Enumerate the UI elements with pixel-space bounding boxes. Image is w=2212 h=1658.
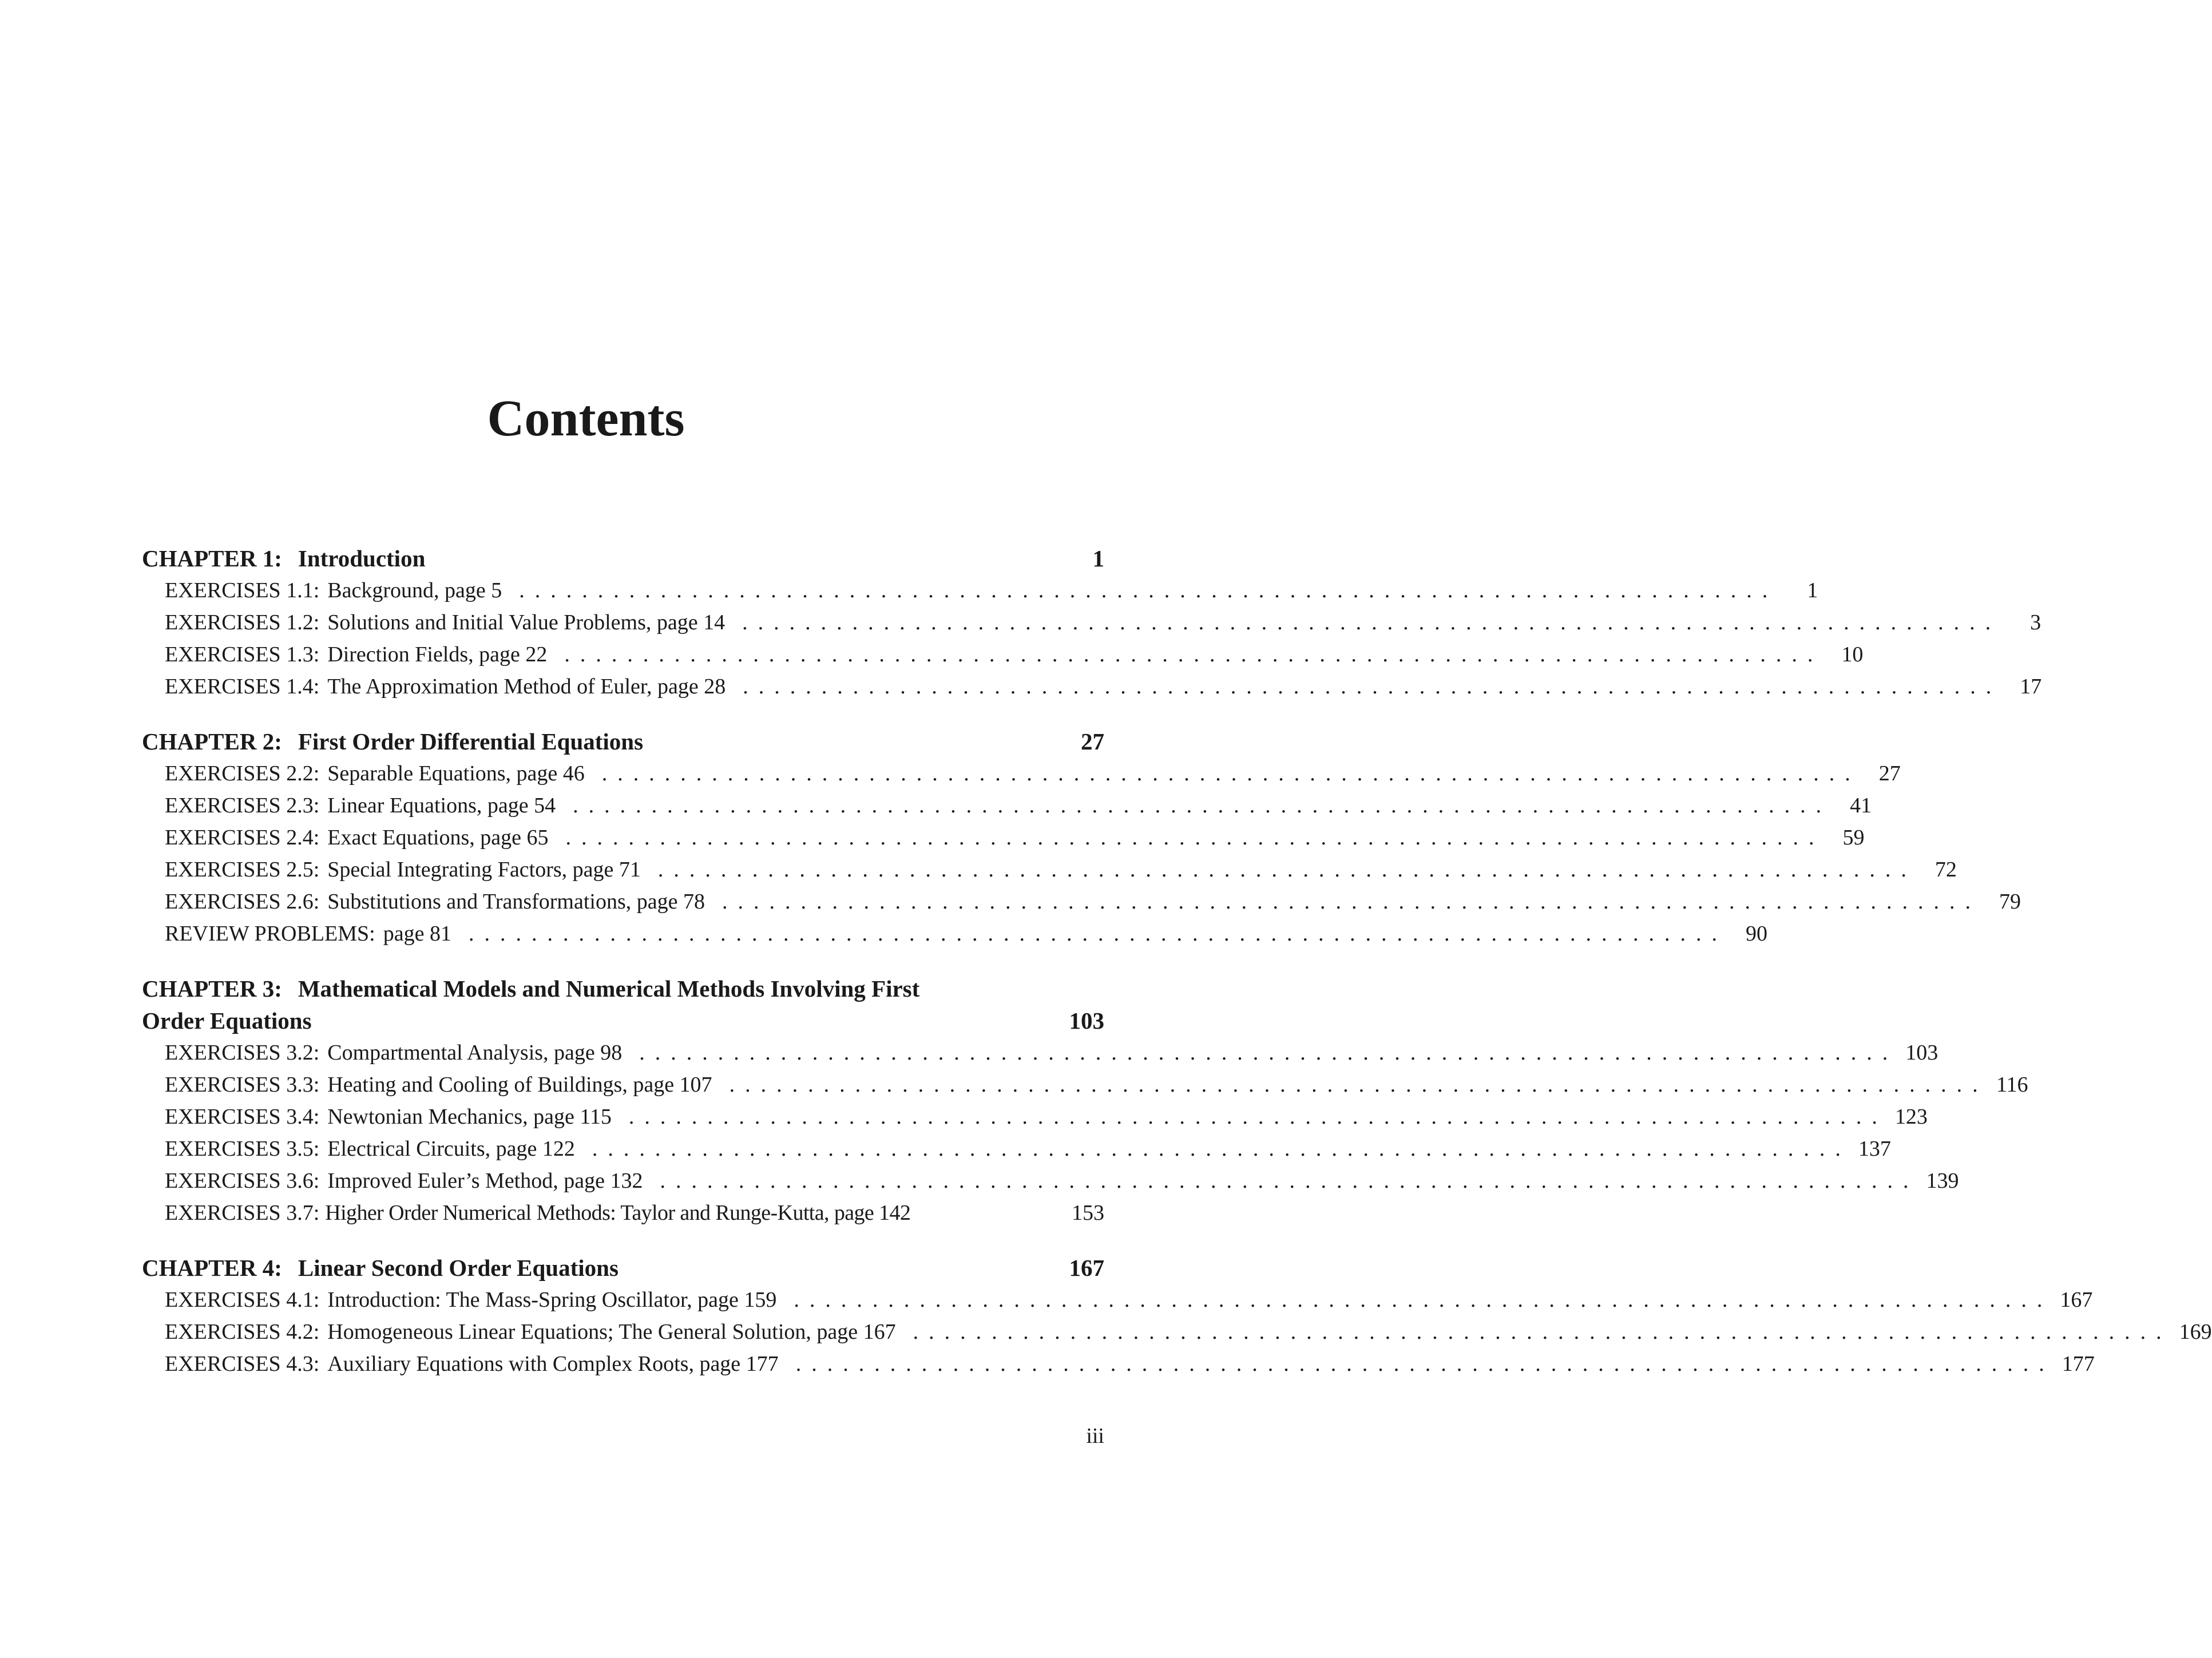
- toc-entry[interactable]: [142, 886, 2021, 918]
- page-number: iii: [1086, 1424, 1104, 1448]
- entry-page: 123: [1894, 1105, 1928, 1129]
- toc-entry[interactable]: [142, 822, 1865, 854]
- entry-title: Newtonian Mechanics, page 115: [327, 1105, 612, 1129]
- entry-label: EXERCISES 2.5:: [165, 858, 320, 882]
- entry-page: 139: [1926, 1169, 1959, 1193]
- entry-title: Linear Equations, page 54: [327, 794, 556, 818]
- toc-entry[interactable]: [142, 671, 2042, 703]
- entry-page: 137: [1858, 1137, 1891, 1161]
- entry-title: Special Integrating Factors, page 71: [327, 858, 641, 882]
- entry-label: EXERCISES 2.2:: [165, 761, 320, 786]
- chapter-label: CHAPTER 3:: [142, 975, 282, 1002]
- dot-leader: ................................................................................: [564, 642, 1823, 667]
- toc-entry[interactable]: [142, 757, 1901, 790]
- chapter-heading[interactable]: [142, 973, 1104, 1037]
- dot-leader: ................................................................................: [660, 1169, 1919, 1193]
- toc-entry[interactable]: [142, 1348, 2095, 1380]
- chapter-page: 167: [1069, 1255, 1104, 1281]
- page-title: Contents: [487, 390, 685, 447]
- entry-title: Exact Equations, page 65: [327, 826, 549, 850]
- entry-title: page 81: [383, 922, 451, 946]
- toc-entry[interactable]: [142, 1069, 2028, 1101]
- toc-entry[interactable]: [142, 1037, 1939, 1069]
- chapter-1: [142, 542, 2042, 703]
- entry-label: EXERCISES 4.2:: [165, 1320, 320, 1344]
- entry-page: 3: [2030, 610, 2041, 634]
- entry-page: 41: [1850, 794, 1872, 818]
- entry-label: EXERCISES 1.1:: [165, 578, 320, 602]
- entry-title: Higher Order Numerical Methods: Taylor and Runge-Kutta, page 142: [325, 1201, 911, 1225]
- chapter-title: Linear Second Order Equations: [298, 1255, 619, 1281]
- entry-label: EXERCISES 3.5:: [165, 1137, 320, 1161]
- table-of-contents: [142, 542, 2212, 1403]
- chapter-page: 103: [1069, 1008, 1104, 1034]
- toc-entry[interactable]: [142, 638, 1864, 671]
- entry-title: Background, page 5: [327, 578, 502, 602]
- entry-page: 1: [1807, 578, 1818, 602]
- chapter-title-line-2: Order Equations: [142, 1008, 312, 1034]
- entry-page: 10: [1841, 642, 1864, 667]
- chapter-label: CHAPTER 4:: [142, 1255, 282, 1281]
- toc-entry[interactable]: [142, 1133, 1891, 1165]
- dot-leader: ................................................................................: [628, 1105, 1888, 1129]
- entry-title: Compartmental Analysis, page 98: [327, 1041, 623, 1065]
- dot-leader: ................................................................................: [573, 794, 1832, 818]
- entry-title: Homogeneous Linear Equations; The General Solution, page 167: [327, 1320, 896, 1344]
- entry-title: Auxiliary Equations with Complex Roots, page 177: [327, 1352, 779, 1376]
- entry-label: EXERCISES 3.7:: [165, 1201, 320, 1225]
- entry-label: EXERCISES 4.3:: [165, 1352, 320, 1376]
- chapter-heading[interactable]: [142, 1252, 1104, 1284]
- dot-leader: ................................................................................: [657, 858, 1917, 882]
- entry-label: REVIEW PROBLEMS:: [165, 922, 375, 946]
- chapter-3: [142, 973, 2028, 1229]
- chapter-2: [142, 725, 2021, 950]
- entry-title: Separable Equations, page 46: [327, 761, 585, 786]
- dot-leader: ................................................................................: [729, 1073, 1988, 1097]
- toc-entry[interactable]: [142, 1316, 2212, 1348]
- toc-entry[interactable]: [142, 918, 1767, 950]
- entry-title: Direction Fields, page 22: [327, 642, 548, 667]
- dot-leader: ................................................................................: [601, 761, 1861, 786]
- chapter-4: [142, 1252, 2212, 1380]
- dot-leader: ................................................................................: [722, 890, 1981, 914]
- entry-title: Electrical Circuits, page 122: [327, 1137, 575, 1161]
- dot-leader: ................................................................................: [519, 578, 1778, 602]
- entry-title: Introduction: The Mass-Spring Oscillator, page 159: [327, 1288, 777, 1312]
- chapter-title: Introduction: [298, 545, 426, 572]
- entry-page: 90: [1745, 922, 1767, 946]
- dot-leader: ................................................................................: [639, 1041, 1898, 1065]
- toc-entry[interactable]: [142, 574, 1818, 606]
- toc-entry[interactable]: [142, 1165, 1959, 1197]
- entry-title: The Approximation Method of Euler, page 28: [327, 675, 726, 699]
- entry-label: EXERCISES 1.3:: [165, 642, 320, 667]
- dot-leader: ................................................................................: [468, 922, 1727, 946]
- toc-entry[interactable]: [142, 1284, 2093, 1316]
- chapter-label: CHAPTER 1:: [142, 545, 282, 572]
- dot-leader: ................................................................................: [592, 1137, 1851, 1161]
- entry-title: Substitutions and Transformations, page 78: [327, 890, 705, 914]
- entry-page: 72: [1934, 858, 1957, 882]
- dot-leader: ................................................................................: [794, 1288, 2053, 1312]
- chapter-heading[interactable]: [142, 542, 1104, 574]
- entry-label: EXERCISES 3.3:: [165, 1073, 320, 1097]
- dot-leader: ................................................................................: [795, 1352, 2055, 1376]
- entry-page: 116: [1996, 1073, 2028, 1097]
- dot-leader: ................................................................................: [913, 1320, 2172, 1344]
- entry-label: EXERCISES 3.4:: [165, 1105, 320, 1129]
- chapter-label: CHAPTER 2:: [142, 728, 282, 755]
- dot-leader: ................................................................................: [565, 826, 1825, 850]
- entry-label: EXERCISES 3.2:: [165, 1041, 320, 1065]
- entry-page: 59: [1842, 826, 1865, 850]
- entry-label: EXERCISES 1.4:: [165, 675, 320, 699]
- entry-title: Improved Euler’s Method, page 132: [327, 1169, 643, 1193]
- entry-page: 79: [1999, 890, 2021, 914]
- entry-page: 17: [2020, 675, 2042, 699]
- entry-page: 167: [2060, 1288, 2093, 1312]
- chapter-page: 27: [1081, 728, 1104, 755]
- entry-label: EXERCISES 3.6:: [165, 1169, 320, 1193]
- entry-page: 103: [1905, 1041, 1939, 1065]
- dot-leader: ................................................................................: [743, 675, 2002, 699]
- chapter-heading[interactable]: [142, 725, 1104, 757]
- entry-label: EXERCISES 4.1:: [165, 1288, 320, 1312]
- entry-label: EXERCISES 1.2:: [165, 610, 320, 634]
- toc-entry[interactable]: [142, 1197, 1104, 1229]
- chapter-page: 1: [1092, 545, 1104, 572]
- toc-entry[interactable]: [142, 1101, 1928, 1133]
- entry-page: 169: [2179, 1320, 2212, 1344]
- chapter-title-line-1: Mathematical Models and Numerical Methods Involving First: [298, 975, 920, 1002]
- entry-label: EXERCISES 2.3:: [165, 794, 320, 818]
- toc-entry[interactable]: [142, 790, 1872, 822]
- entry-label: EXERCISES 2.4:: [165, 826, 320, 850]
- toc-entry[interactable]: [142, 854, 1957, 886]
- entry-title: Heating and Cooling of Buildings, page 107: [327, 1073, 712, 1097]
- toc-entry[interactable]: [142, 606, 2041, 638]
- chapter-title: First Order Differential Equations: [298, 728, 644, 755]
- entry-page: 177: [2062, 1352, 2095, 1376]
- dot-leader: ................................................................................: [742, 610, 2001, 634]
- entry-title: Solutions and Initial Value Problems, page 14: [327, 610, 726, 634]
- entry-page: 27: [1878, 761, 1901, 786]
- entry-label: EXERCISES 2.6:: [165, 890, 320, 914]
- entry-page: 153: [1072, 1201, 1104, 1225]
